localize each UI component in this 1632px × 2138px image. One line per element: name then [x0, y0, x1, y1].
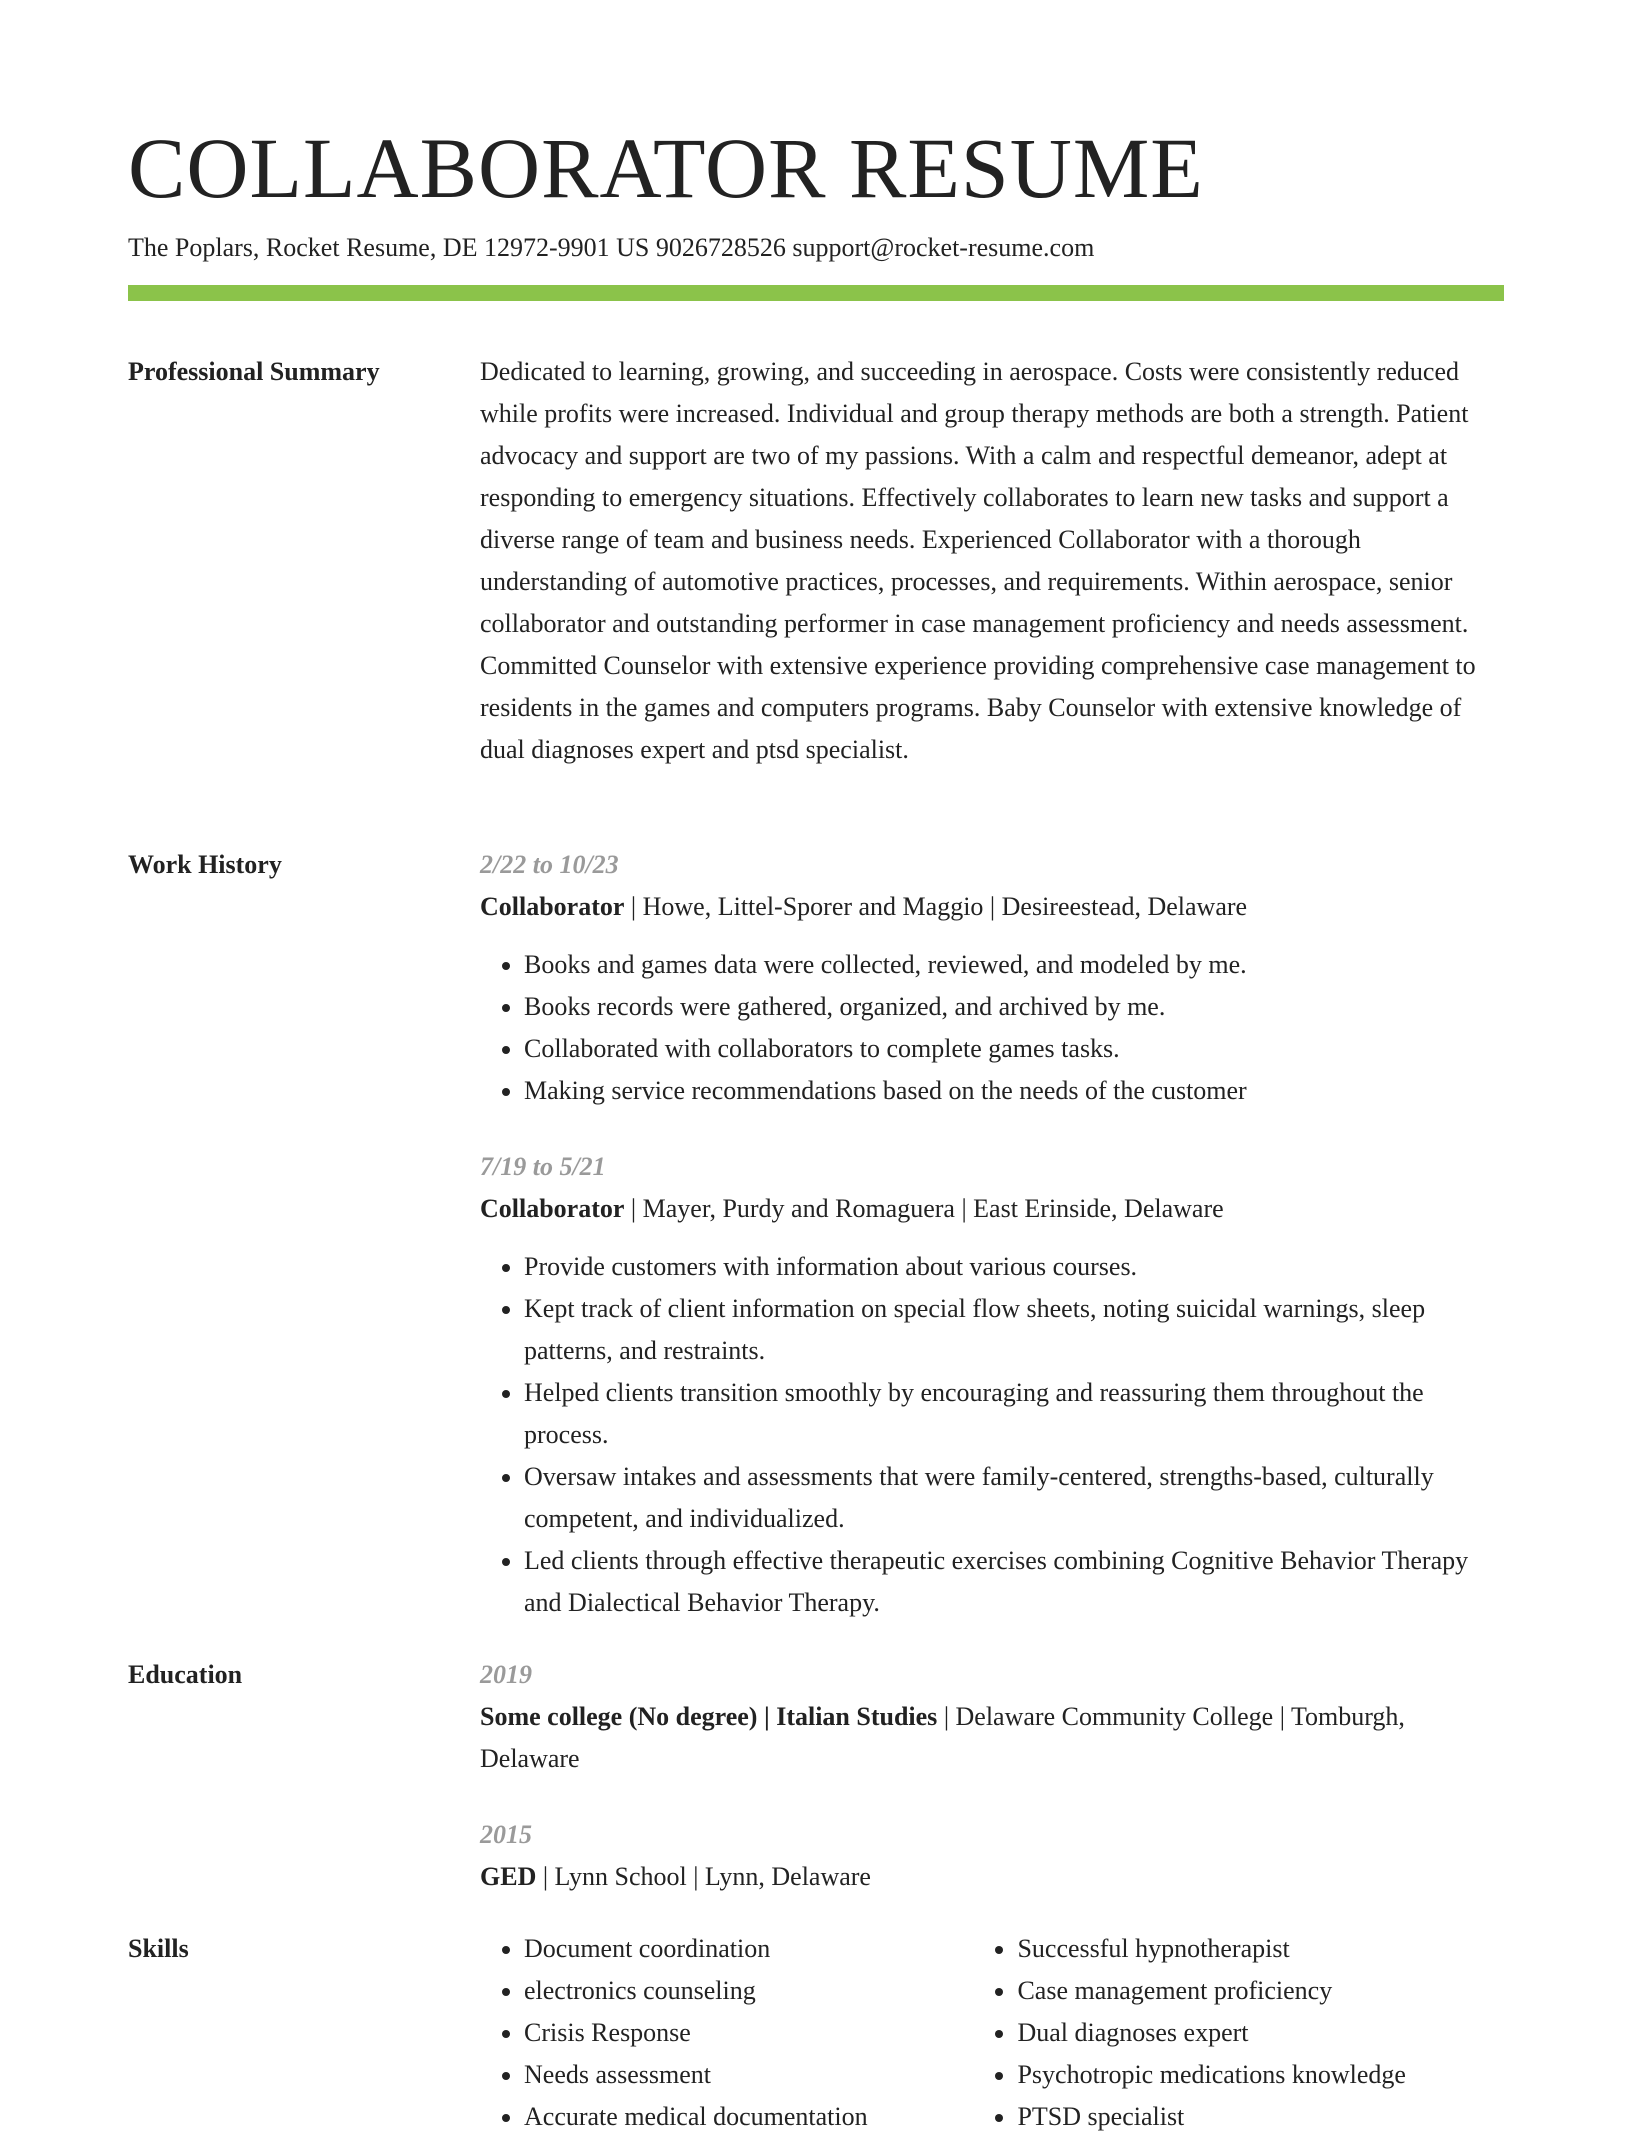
section-label-work-history: Work History	[128, 850, 282, 879]
skill-item: • Crisis Response	[524, 2012, 973, 2054]
job-bullet: • Led clients through effective therapeutic exercises combining Cognitive Behavior Therapy and Dialectical Behavior Therapy.	[524, 1540, 1506, 1624]
job-bullet: • Oversaw intakes and assessments that were family-centered, strengths-based, culturally competent, and individualized.	[524, 1456, 1506, 1540]
education-detail	[480, 1856, 1506, 1898]
job-role	[480, 1188, 1506, 1230]
job-bullets	[480, 944, 1506, 1112]
contact-line: The Poplars, Rocket Resume, DE 12972-9901 US 9026728526 support@rocket-resume.com	[128, 233, 1095, 262]
education-school: | Lynn School | Lynn, Delaware	[536, 1862, 871, 1891]
job-dates: 7/19 to 5/21	[480, 1152, 606, 1181]
job-bullet: • Making service recommendations based on the needs of the customer	[524, 1070, 1506, 1112]
job-employer-location: | Mayer, Purdy and Romaguera | East Erinside, Delaware	[624, 1194, 1224, 1223]
job-bullet: • Books and games data were collected, reviewed, and modeled by me.	[524, 944, 1506, 986]
job-title: Collaborator	[480, 1194, 625, 1223]
job-dates: 2/22 to 10/23	[480, 850, 619, 879]
skill-item: • Document coordination	[524, 1928, 973, 1970]
education-detail	[480, 1696, 1506, 1780]
job-bullet: • Helped clients transition smoothly by encouraging and reassuring them throughout the process.	[524, 1372, 1506, 1456]
summary-text: Dedicated to learning, growing, and succeeding in aerospace. Costs were consistently reduced while profits were increased. Individual and group therapy methods are both a strength. Patient advocacy and support are two of my passions. With a calm and respectful demeanor, adept at responding to emergency situations. Effectively collaborates to learn new tasks and support a diverse range of team and business needs. Experienced Collaborator with a thorough understanding of automotive practices, processes, and requirements. Within aerospace, senior collaborator and outstanding performer in case management proficiency and needs assessment. Committed Counselor with extensive experience providing comprehensive case management to residents in the games and computers programs. Baby Counselor with extensive knowledge of dual diagnoses expert and ptsd specialist.	[480, 357, 1476, 764]
job-bullet: • Provide customers with information about various courses.	[524, 1246, 1506, 1288]
job-bullet: • Books records were gathered, organized, and archived by me.	[524, 986, 1506, 1028]
job-title: Collaborator	[480, 892, 625, 921]
section-label-summary: Professional Summary	[128, 357, 380, 386]
summary-section	[480, 351, 1506, 771]
education-degree: Some college (No degree) | Italian Studies	[480, 1702, 938, 1731]
education-entry	[480, 1654, 1506, 1780]
education-section	[480, 1654, 1506, 1898]
skills-list-right	[973, 1928, 1506, 2138]
skill-item: • PTSD specialist	[1017, 2096, 1506, 2138]
education-degree: GED	[480, 1862, 537, 1891]
job-entry	[480, 1146, 1506, 1624]
skills-list-left	[480, 1928, 973, 2138]
skill-item: • Accurate medical documentation	[524, 2096, 973, 2138]
skills-section	[480, 1928, 1506, 2138]
skill-item: • electronics counseling	[524, 1970, 973, 2012]
education-year: 2019	[480, 1660, 532, 1689]
education-entry	[480, 1814, 1506, 1898]
accent-divider	[128, 285, 1504, 301]
job-role	[480, 886, 1506, 928]
job-bullet: • Kept track of client information on special flow sheets, noting suicidal warnings, sleep patterns, and restraints.	[524, 1288, 1506, 1372]
section-label-skills: Skills	[128, 1934, 189, 1963]
job-entry	[480, 844, 1506, 1112]
skill-item: • Psychotropic medications knowledge	[1017, 2054, 1506, 2096]
job-bullet: • Collaborated with collaborators to complete games tasks.	[524, 1028, 1506, 1070]
skill-item: • Successful hypnotherapist	[1017, 1928, 1506, 1970]
job-employer-location: | Howe, Littel-Sporer and Maggio | Desireestead, Delaware	[624, 892, 1248, 921]
skill-item: • Needs assessment	[524, 2054, 973, 2096]
resume-title: COLLABORATOR RESUME	[128, 120, 1204, 216]
job-bullets	[480, 1246, 1506, 1624]
skill-item: • Dual diagnoses expert	[1017, 2012, 1506, 2054]
education-year: 2015	[480, 1820, 532, 1849]
education-school: | Delaware Community College | Tomburgh, Delaware	[480, 1702, 1405, 1773]
section-label-education: Education	[128, 1660, 243, 1689]
work-history-section	[480, 844, 1506, 1624]
skill-item: • Case management proficiency	[1017, 1970, 1506, 2012]
